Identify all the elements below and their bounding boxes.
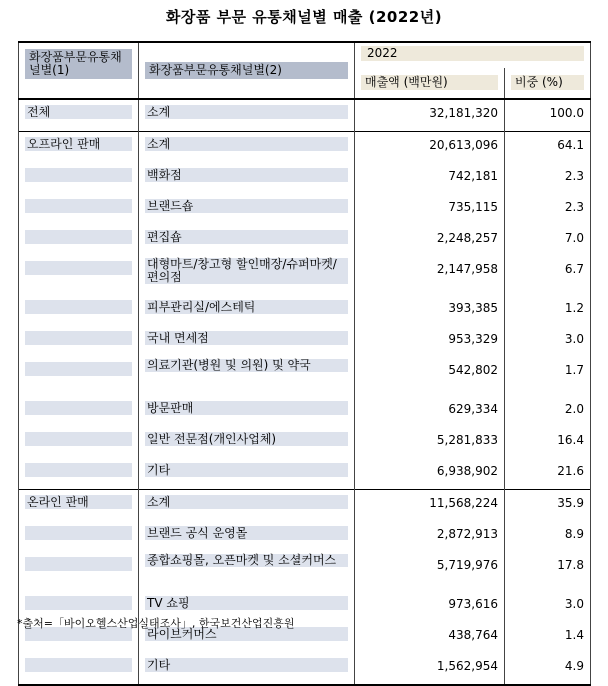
channel-1-cell <box>19 653 139 685</box>
channel-2-cell <box>139 326 355 357</box>
share-cell: 1.4 <box>505 622 591 653</box>
channel-1-cell <box>19 194 139 225</box>
channel-2-cell <box>139 458 355 490</box>
table-row <box>19 653 591 685</box>
channel-2-text: 브랜드숍 <box>145 199 348 213</box>
share-cell: 8.9 <box>505 521 591 552</box>
sales-cell: 20,613,096 <box>355 132 505 164</box>
channel-1-cell <box>19 458 139 490</box>
channel-2-text: 기타 <box>145 658 348 672</box>
table-row <box>19 326 591 357</box>
header-sales-label: 매출액 (백만원) <box>361 75 498 90</box>
channel-2-text: 기타 <box>145 463 348 477</box>
channel-1-text: 오프라인 판매 <box>25 137 132 151</box>
table-row <box>19 396 591 427</box>
channel-2-text: 소계 <box>145 105 348 119</box>
channel-2-cell <box>139 132 355 164</box>
sales-cell: 953,329 <box>355 326 505 357</box>
channel-2-text: TV 쇼핑 <box>145 596 348 610</box>
channel-2-text: 소계 <box>145 495 348 509</box>
channel-1-text <box>25 557 132 571</box>
channel-1-cell <box>19 427 139 458</box>
sales-cell: 542,802 <box>355 357 505 396</box>
channel-2-cell <box>139 163 355 194</box>
header-channel-1-label: 화장품부문유통채널별(1) <box>25 49 132 79</box>
share-cell: 100.0 <box>505 99 591 132</box>
channel-2-cell <box>139 396 355 427</box>
share-cell: 17.8 <box>505 552 591 591</box>
table-row <box>19 458 591 490</box>
channel-1-cell <box>19 396 139 427</box>
header-channel-1 <box>19 42 139 99</box>
channel-2-text: 라이브커머스 <box>145 627 348 641</box>
table-row <box>19 552 591 591</box>
table-row <box>19 163 591 194</box>
channel-1-cell <box>19 163 139 194</box>
header-share <box>505 68 591 99</box>
sales-cell: 2,147,958 <box>355 256 505 295</box>
share-cell: 7.0 <box>505 225 591 256</box>
channel-2-text: 소계 <box>145 137 348 151</box>
source-note: *출처=「바이오헬스산업실태조사」, 한국보건산업진흥원 <box>17 617 295 630</box>
table-row <box>19 521 591 552</box>
channel-2-cell <box>139 295 355 326</box>
share-cell: 16.4 <box>505 427 591 458</box>
share-cell: 3.0 <box>505 326 591 357</box>
channel-2-text: 백화점 <box>145 168 348 182</box>
header-channel-2-label: 화장품부문유통채널별(2) <box>145 62 348 79</box>
sales-cell: 629,334 <box>355 396 505 427</box>
header-year-label: 2022 <box>361 46 584 61</box>
channel-2-cell <box>139 490 355 522</box>
channel-1-text <box>25 596 132 610</box>
channel-2-cell <box>139 552 355 591</box>
channel-1-cell <box>19 99 139 132</box>
channel-1-cell <box>19 357 139 396</box>
channel-1-cell <box>19 326 139 357</box>
channel-1-cell <box>19 521 139 552</box>
sales-cell: 393,385 <box>355 295 505 326</box>
channel-1-text <box>25 261 132 275</box>
channel-1-text <box>25 432 132 446</box>
sales-cell: 5,281,833 <box>355 427 505 458</box>
share-cell: 1.2 <box>505 295 591 326</box>
header-channel-2 <box>139 42 355 99</box>
table-row <box>19 357 591 396</box>
share-cell: 3.0 <box>505 591 591 622</box>
channel-1-text <box>25 463 132 477</box>
channel-2-cell <box>139 653 355 685</box>
sales-cell: 5,719,976 <box>355 552 505 591</box>
channel-2-cell <box>139 194 355 225</box>
channel-1-text: 전체 <box>25 105 132 119</box>
sales-cell: 742,181 <box>355 163 505 194</box>
sales-table <box>18 41 591 686</box>
channel-1-cell <box>19 132 139 164</box>
table-row <box>19 99 591 132</box>
channel-1-text <box>25 362 132 376</box>
channel-2-text: 의료기관(병원 및 의원) 및 약국 <box>145 359 348 372</box>
sales-cell: 2,248,257 <box>355 225 505 256</box>
sales-cell: 32,181,320 <box>355 99 505 132</box>
share-cell: 21.6 <box>505 458 591 490</box>
channel-1-text <box>25 199 132 213</box>
table-row <box>19 256 591 295</box>
channel-1-cell <box>19 256 139 295</box>
channel-2-text: 방문판매 <box>145 401 348 415</box>
channel-1-text <box>25 658 132 672</box>
sales-cell: 11,568,224 <box>355 490 505 522</box>
table-row <box>19 490 591 522</box>
share-cell: 64.1 <box>505 132 591 164</box>
channel-1-cell <box>19 295 139 326</box>
channel-2-text: 피부관리실/에스테틱 <box>145 300 348 314</box>
channel-2-text: 브랜드 공식 운영몰 <box>145 526 348 540</box>
table-row <box>19 225 591 256</box>
channel-1-cell <box>19 490 139 522</box>
channel-1-text <box>25 401 132 415</box>
channel-2-text: 대형마트/창고형 할인매장/슈퍼마켓/편의점 <box>145 258 348 284</box>
share-cell: 2.0 <box>505 396 591 427</box>
channel-1-cell <box>19 552 139 591</box>
table-row <box>19 132 591 164</box>
channel-2-cell <box>139 357 355 396</box>
table-row <box>19 295 591 326</box>
share-cell: 1.7 <box>505 357 591 396</box>
channel-1-text: 온라인 판매 <box>25 495 132 509</box>
channel-2-cell <box>139 99 355 132</box>
table-row <box>19 427 591 458</box>
header-year <box>355 42 591 68</box>
channel-2-text: 종합쇼핑몰, 오픈마켓 및 소셜커머스 <box>145 554 348 567</box>
channel-2-cell <box>139 256 355 295</box>
share-cell: 2.3 <box>505 163 591 194</box>
channel-1-text <box>25 526 132 540</box>
channel-2-cell <box>139 427 355 458</box>
header-share-label: 비중 (%) <box>511 75 584 90</box>
sales-cell: 6,938,902 <box>355 458 505 490</box>
channel-1-cell <box>19 225 139 256</box>
table-title: 화장품 부문 유통채널별 매출 (2022년) <box>165 8 443 26</box>
share-cell: 35.9 <box>505 490 591 522</box>
channel-1-text <box>25 230 132 244</box>
channel-2-cell <box>139 225 355 256</box>
share-cell: 4.9 <box>505 653 591 685</box>
sales-cell: 735,115 <box>355 194 505 225</box>
share-cell: 6.7 <box>505 256 591 295</box>
table-row <box>19 194 591 225</box>
share-cell: 2.3 <box>505 194 591 225</box>
sales-cell: 1,562,954 <box>355 653 505 685</box>
channel-2-text: 일반 전문점(개인사업체) <box>145 432 348 446</box>
channel-1-text <box>25 331 132 345</box>
sales-cell: 438,764 <box>355 622 505 653</box>
channel-2-text: 국내 면세점 <box>145 331 348 345</box>
sales-cell: 2,872,913 <box>355 521 505 552</box>
channel-1-text <box>25 168 132 182</box>
channel-1-text <box>25 300 132 314</box>
channel-2-cell <box>139 521 355 552</box>
channel-2-text: 편집숍 <box>145 230 348 244</box>
header-sales <box>355 68 505 99</box>
header-row <box>19 42 591 68</box>
sales-cell: 973,616 <box>355 591 505 622</box>
